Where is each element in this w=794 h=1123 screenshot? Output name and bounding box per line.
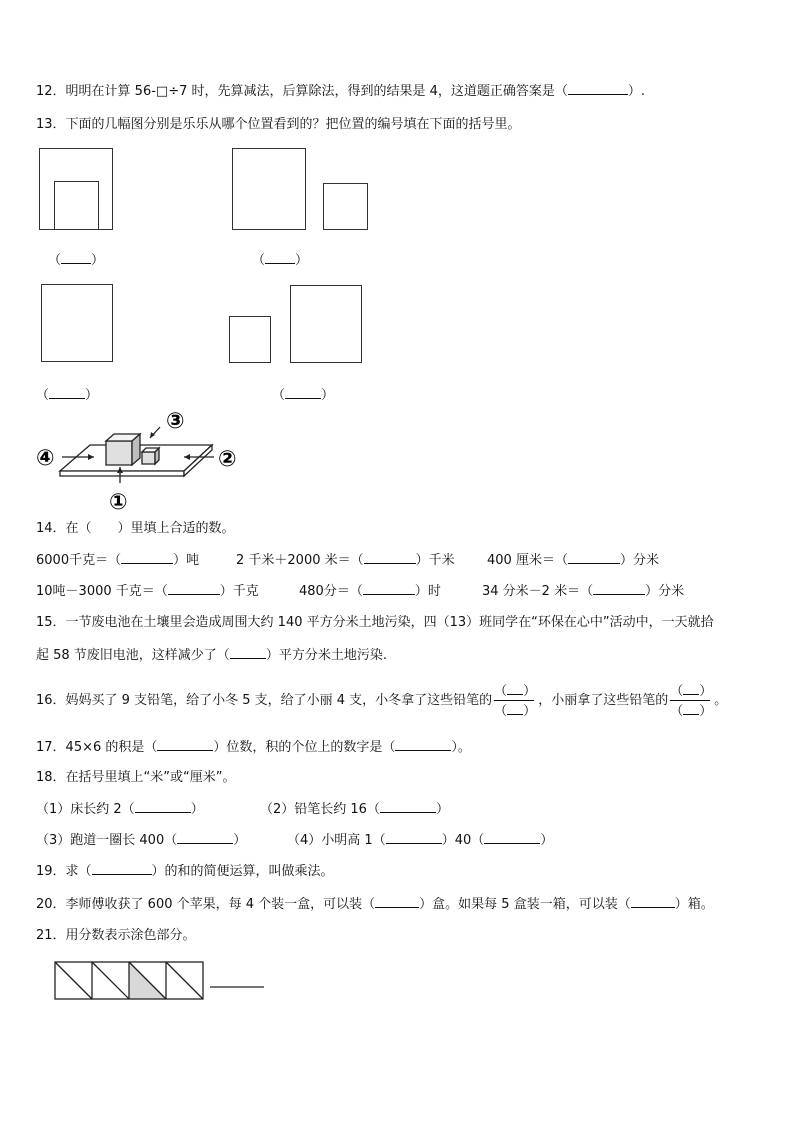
q16-fraction-2[interactable] <box>670 682 712 719</box>
q17-text-2: ）位数，积的个位上的数字是（ <box>213 740 396 755</box>
q14-item-unit: ）吨 <box>173 553 200 568</box>
q14-item-text: 34 分米－2 米＝（ <box>482 584 594 599</box>
q16-text-2: ，小丽拿了这些铅笔的 <box>538 693 669 708</box>
paren-open: （ <box>272 388 286 403</box>
q20-blank-1[interactable] <box>375 895 419 908</box>
diagonal <box>92 962 129 999</box>
paren-close: ） <box>91 253 105 268</box>
numerator-open: （ <box>494 684 508 699</box>
q14-blank[interactable] <box>363 582 415 595</box>
q15-text-3: ）平方分米土地污染. <box>265 648 387 663</box>
numerator-open: （ <box>670 684 684 699</box>
q14-item-text: 6000千克＝（ <box>36 553 122 568</box>
numerator-close: ） <box>699 684 713 699</box>
view-3-answer[interactable] <box>36 384 98 403</box>
q14-item-unit: ）千米 <box>415 553 455 568</box>
q12-end: ）. <box>627 84 646 99</box>
question-14-title <box>36 520 235 538</box>
q14-row-2-item-3 <box>482 582 684 601</box>
question-20 <box>36 895 714 914</box>
view-figure-1 <box>39 148 113 230</box>
small-square <box>323 183 368 230</box>
q18-item-mid: ）40（ <box>441 833 485 848</box>
q14-row-1-item-1 <box>36 551 199 570</box>
diagonal <box>166 962 203 999</box>
paren-open: （ <box>36 388 50 403</box>
q14-row-2-item-2 <box>299 582 441 601</box>
large-square <box>232 148 306 230</box>
shaded-squares-figure <box>52 960 267 1002</box>
q18-blank[interactable] <box>386 831 442 844</box>
q14-blank[interactable] <box>593 582 645 595</box>
q14-blank[interactable] <box>168 582 220 595</box>
q18-item-close: ） <box>540 833 554 848</box>
view-figure-3 <box>41 284 113 362</box>
q18-blank[interactable] <box>380 800 436 813</box>
paren-open: （ <box>48 253 62 268</box>
q14-blank[interactable] <box>121 551 173 564</box>
q19-text-2: ）的和的简便运算，叫做乘法。 <box>151 864 334 879</box>
question-19 <box>36 862 334 881</box>
answer-blank[interactable] <box>285 386 321 399</box>
q14-blank[interactable] <box>364 551 416 564</box>
large-square <box>41 284 113 362</box>
denominator-open: （ <box>494 704 508 719</box>
denominator-open: （ <box>670 704 684 719</box>
q12-answer-blank[interactable] <box>568 82 628 95</box>
q18-item-close: ） <box>233 833 247 848</box>
answer-blank[interactable] <box>265 251 295 264</box>
q14-item-unit: ）分米 <box>645 584 685 599</box>
q14-item-text: 2 千米＋2000 米＝（ <box>236 553 364 568</box>
fraction-bar <box>494 700 534 701</box>
q14-item-text: 400 厘米＝（ <box>487 553 568 568</box>
paren-close: ） <box>295 253 309 268</box>
label-2: ② <box>218 447 237 472</box>
q18-item-close: ） <box>190 802 204 817</box>
q17-blank-1[interactable] <box>157 738 213 751</box>
q18-item-text: （2）铅笔长约 16（ <box>260 802 380 817</box>
q14-row-2-item-1 <box>36 582 259 601</box>
question-17 <box>36 738 471 757</box>
q16-fraction-1[interactable] <box>494 682 536 719</box>
question-12 <box>36 82 645 101</box>
question-18-title <box>36 769 235 787</box>
label-1: ① <box>109 490 128 515</box>
question-15-line-1 <box>36 614 714 632</box>
diagonal <box>55 962 92 999</box>
q18-item-2 <box>260 800 449 819</box>
q14-item-unit: ）时 <box>414 584 441 599</box>
paren-close: ） <box>85 388 99 403</box>
q14-item-text: 480分＝（ <box>299 584 363 599</box>
q17-text: 17．45×6 的积是（ <box>36 740 158 755</box>
paren-close: ） <box>321 388 335 403</box>
q18-blank[interactable] <box>177 831 233 844</box>
denominator-close: ） <box>523 704 537 719</box>
q18-item-close: ） <box>435 802 449 817</box>
viewpoint-diagram <box>34 405 249 515</box>
q18-item-text: （3）跑道一圈长 400（ <box>36 833 178 848</box>
q14-row-1-item-2 <box>236 551 455 570</box>
large-cube-front <box>106 441 132 465</box>
q17-end: ）。 <box>451 740 471 755</box>
q14-row-1-item-3 <box>487 551 659 570</box>
view-4-answer[interactable] <box>272 384 334 403</box>
q18-item-3 <box>36 831 246 850</box>
denominator-blank[interactable] <box>683 702 699 715</box>
q20-text: 20．李师傅收获了 600 个苹果，每 4 个装一盒，可以装（ <box>36 897 376 912</box>
numerator-blank[interactable] <box>683 682 699 695</box>
question-13 <box>36 116 521 134</box>
fraction-bar <box>670 700 710 701</box>
denominator-blank[interactable] <box>507 702 523 715</box>
numerator-blank[interactable] <box>507 682 523 695</box>
q16-end: 。 <box>714 693 728 708</box>
q18-blank[interactable] <box>135 800 191 813</box>
q21-title: 21．用分数表示涂色部分。 <box>36 928 196 943</box>
view-figure-2 <box>232 148 372 232</box>
q18-item-text: （1）床长约 2（ <box>36 802 135 817</box>
small-cube-front <box>142 452 155 464</box>
label-3: ③ <box>166 409 185 434</box>
large-square <box>290 285 362 363</box>
q20-end: ）箱。 <box>674 897 714 912</box>
small-square <box>54 181 99 230</box>
view-2-answer[interactable] <box>252 249 308 268</box>
q18-blank[interactable] <box>484 831 540 844</box>
q15-text: 15．一节废电池在土壤里会造成周围大约 140 平方分米土地污染，四（13）班同学在“环保在心中”活动中，一天就拾 <box>36 615 714 630</box>
q14-item-text: 10吨－3000 千克＝（ <box>36 584 168 599</box>
view-1-answer[interactable] <box>48 249 104 268</box>
answer-blank[interactable] <box>49 386 85 399</box>
question-21 <box>36 927 196 945</box>
q17-blank-2[interactable] <box>395 738 451 751</box>
q20-blank-2[interactable] <box>631 895 675 908</box>
view-figure-4 <box>229 285 363 365</box>
numerator-close: ） <box>523 684 537 699</box>
q14-item-unit: ）分米 <box>619 553 659 568</box>
q12-text: 12．明明在计算 56-□÷7 时，先算减法，后算除法，得到的结果是 4，这道题正确答案是（ <box>36 84 568 99</box>
q15-text-2: 起 58 节废旧电池，这样减少了（ <box>36 648 230 663</box>
q14-blank[interactable] <box>568 551 620 564</box>
q18-item-4 <box>287 831 553 850</box>
q20-text-2: ）盒。如果每 5 盒装一箱，可以装（ <box>419 897 631 912</box>
q19-text: 19．求（ <box>36 864 92 879</box>
q14-item-unit: ）千克 <box>219 584 259 599</box>
question-15-line-2 <box>36 646 387 665</box>
paren-open: （ <box>252 253 266 268</box>
label-4: ④ <box>36 446 55 471</box>
q18-title: 18．在括号里填上“米”或“厘米”。 <box>36 770 236 785</box>
q15-blank[interactable] <box>230 646 266 659</box>
q18-item-text: （4）小明高 1（ <box>287 833 386 848</box>
answer-blank[interactable] <box>61 251 91 264</box>
q16-text: 16．妈妈买了 9 支铅笔，给了小冬 5 支，给了小丽 4 支，小冬拿了这些铅笔的 <box>36 693 493 708</box>
q18-item-1 <box>36 800 204 819</box>
q19-blank[interactable] <box>92 862 152 875</box>
q13-text: 13．下面的几幅图分别是乐乐从哪个位置看到的？把位置的编号填在下面的括号里。 <box>36 117 521 132</box>
denominator-close: ） <box>699 704 713 719</box>
question-16 <box>36 681 727 721</box>
q14-title: 14．在（ ）里填上合适的数。 <box>36 521 235 536</box>
small-square <box>229 316 271 363</box>
